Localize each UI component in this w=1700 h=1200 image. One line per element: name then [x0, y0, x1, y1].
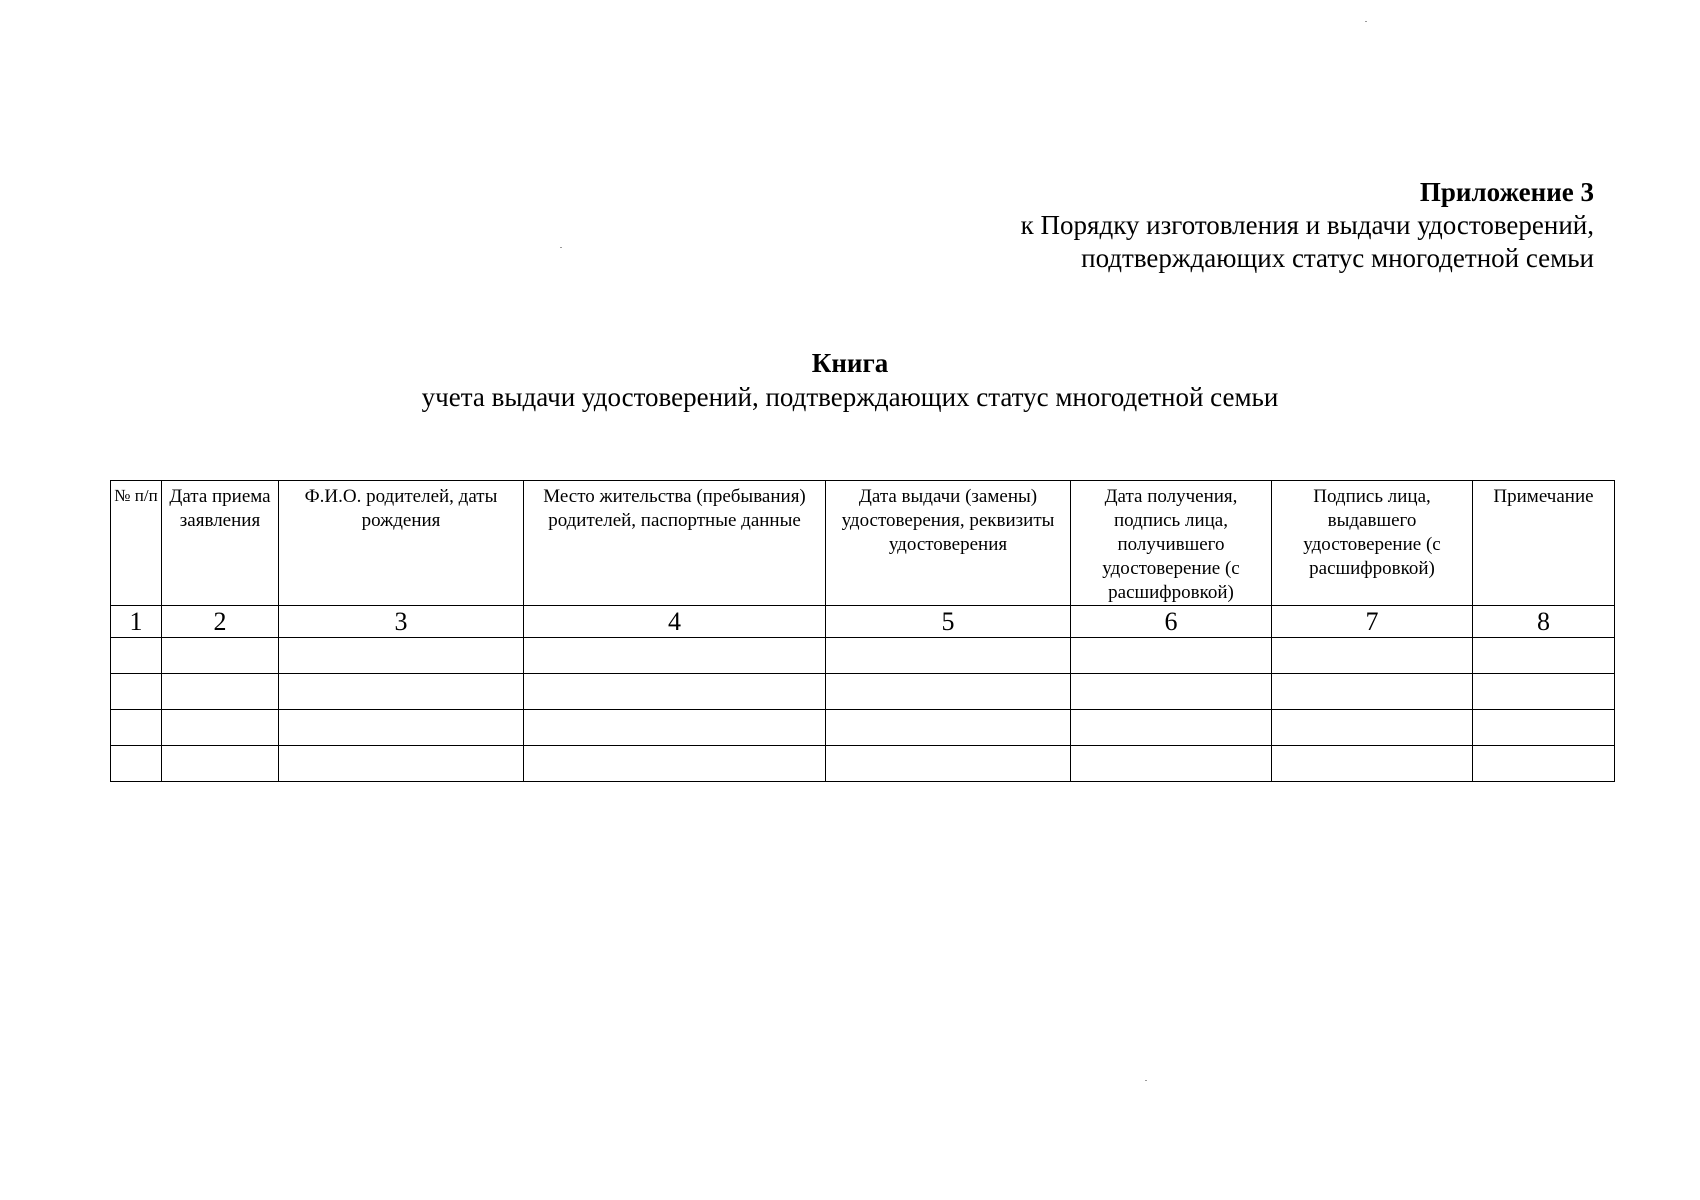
table-cell — [279, 674, 524, 710]
table-cell — [524, 746, 826, 782]
header-row — [111, 481, 1615, 606]
header-cell-residence: Место жительства (пребывания) родителей, паспортные данные — [524, 481, 826, 606]
table-cell — [162, 638, 279, 674]
appendix-title: Приложение 3 — [1419, 177, 1594, 207]
table-cell — [524, 674, 826, 710]
table-cell — [111, 710, 162, 746]
scan-speck — [560, 247, 562, 248]
table-cell — [162, 710, 279, 746]
table-row — [111, 674, 1615, 710]
table-cell — [1473, 638, 1615, 674]
empty-rows — [111, 638, 1615, 782]
table-cell — [826, 638, 1071, 674]
book-header — [0, 346, 1700, 414]
table-cell — [1272, 674, 1473, 710]
column-number: 5 — [826, 606, 1071, 638]
column-number: 1 — [111, 606, 162, 638]
scan-speck — [1365, 21, 1367, 22]
book-subtitle: учета выдачи удостоверений, подтверждающих статус многодетной семьи — [421, 382, 1279, 412]
appendix-line-1: к Порядку изготовления и выдачи удостоверений, — [1020, 210, 1594, 240]
column-number: 7 — [1272, 606, 1473, 638]
table-cell — [1473, 674, 1615, 710]
header-cell-issuer-signature: Подпись лица, выдавшего удостоверение (с расшифровкой) — [1272, 481, 1473, 606]
header-cell-note: Примечание — [1473, 481, 1615, 606]
header-cell-number: № п/п — [111, 481, 162, 606]
table-cell — [1272, 746, 1473, 782]
table-row — [111, 638, 1615, 674]
header-cell-parents-names: Ф.И.О. родителей, даты рождения — [279, 481, 524, 606]
table-cell — [162, 674, 279, 710]
header-cell-issue-date: Дата выдачи (замены) удостоверения, реквизиты удостоверения — [826, 481, 1071, 606]
table-cell — [826, 674, 1071, 710]
table-cell — [1473, 746, 1615, 782]
column-number: 4 — [524, 606, 826, 638]
table-cell — [279, 746, 524, 782]
column-number-row — [111, 606, 1615, 638]
column-number: 8 — [1473, 606, 1615, 638]
table-cell — [826, 746, 1071, 782]
table-cell — [826, 710, 1071, 746]
appendix-line-2: подтверждающих статус многодетной семьи — [1081, 243, 1594, 273]
header-cell-receipt-signature: Дата получения, подпись лица, получившего удостоверение (с расшифровкой) — [1071, 481, 1272, 606]
table-cell — [111, 674, 162, 710]
table-cell — [1071, 746, 1272, 782]
table-cell — [1071, 710, 1272, 746]
table-cell — [1272, 710, 1473, 746]
column-number: 6 — [1071, 606, 1272, 638]
table-cell — [524, 638, 826, 674]
table-cell — [524, 710, 826, 746]
table-cell — [1473, 710, 1615, 746]
table-cell — [1272, 638, 1473, 674]
appendix-block — [1021, 176, 1594, 275]
column-number: 2 — [162, 606, 279, 638]
table-row — [111, 746, 1615, 782]
table-cell — [1071, 674, 1272, 710]
table-cell — [1071, 638, 1272, 674]
register-table — [110, 480, 1615, 782]
table-cell — [279, 710, 524, 746]
table-cell — [111, 746, 162, 782]
table-row — [111, 710, 1615, 746]
table-cell — [111, 638, 162, 674]
book-title: Книга — [811, 348, 889, 378]
table-cell — [162, 746, 279, 782]
table-cell — [279, 638, 524, 674]
scan-speck — [1145, 1080, 1147, 1081]
header-cell-application-date: Дата приема заявления — [162, 481, 279, 606]
column-number: 3 — [279, 606, 524, 638]
